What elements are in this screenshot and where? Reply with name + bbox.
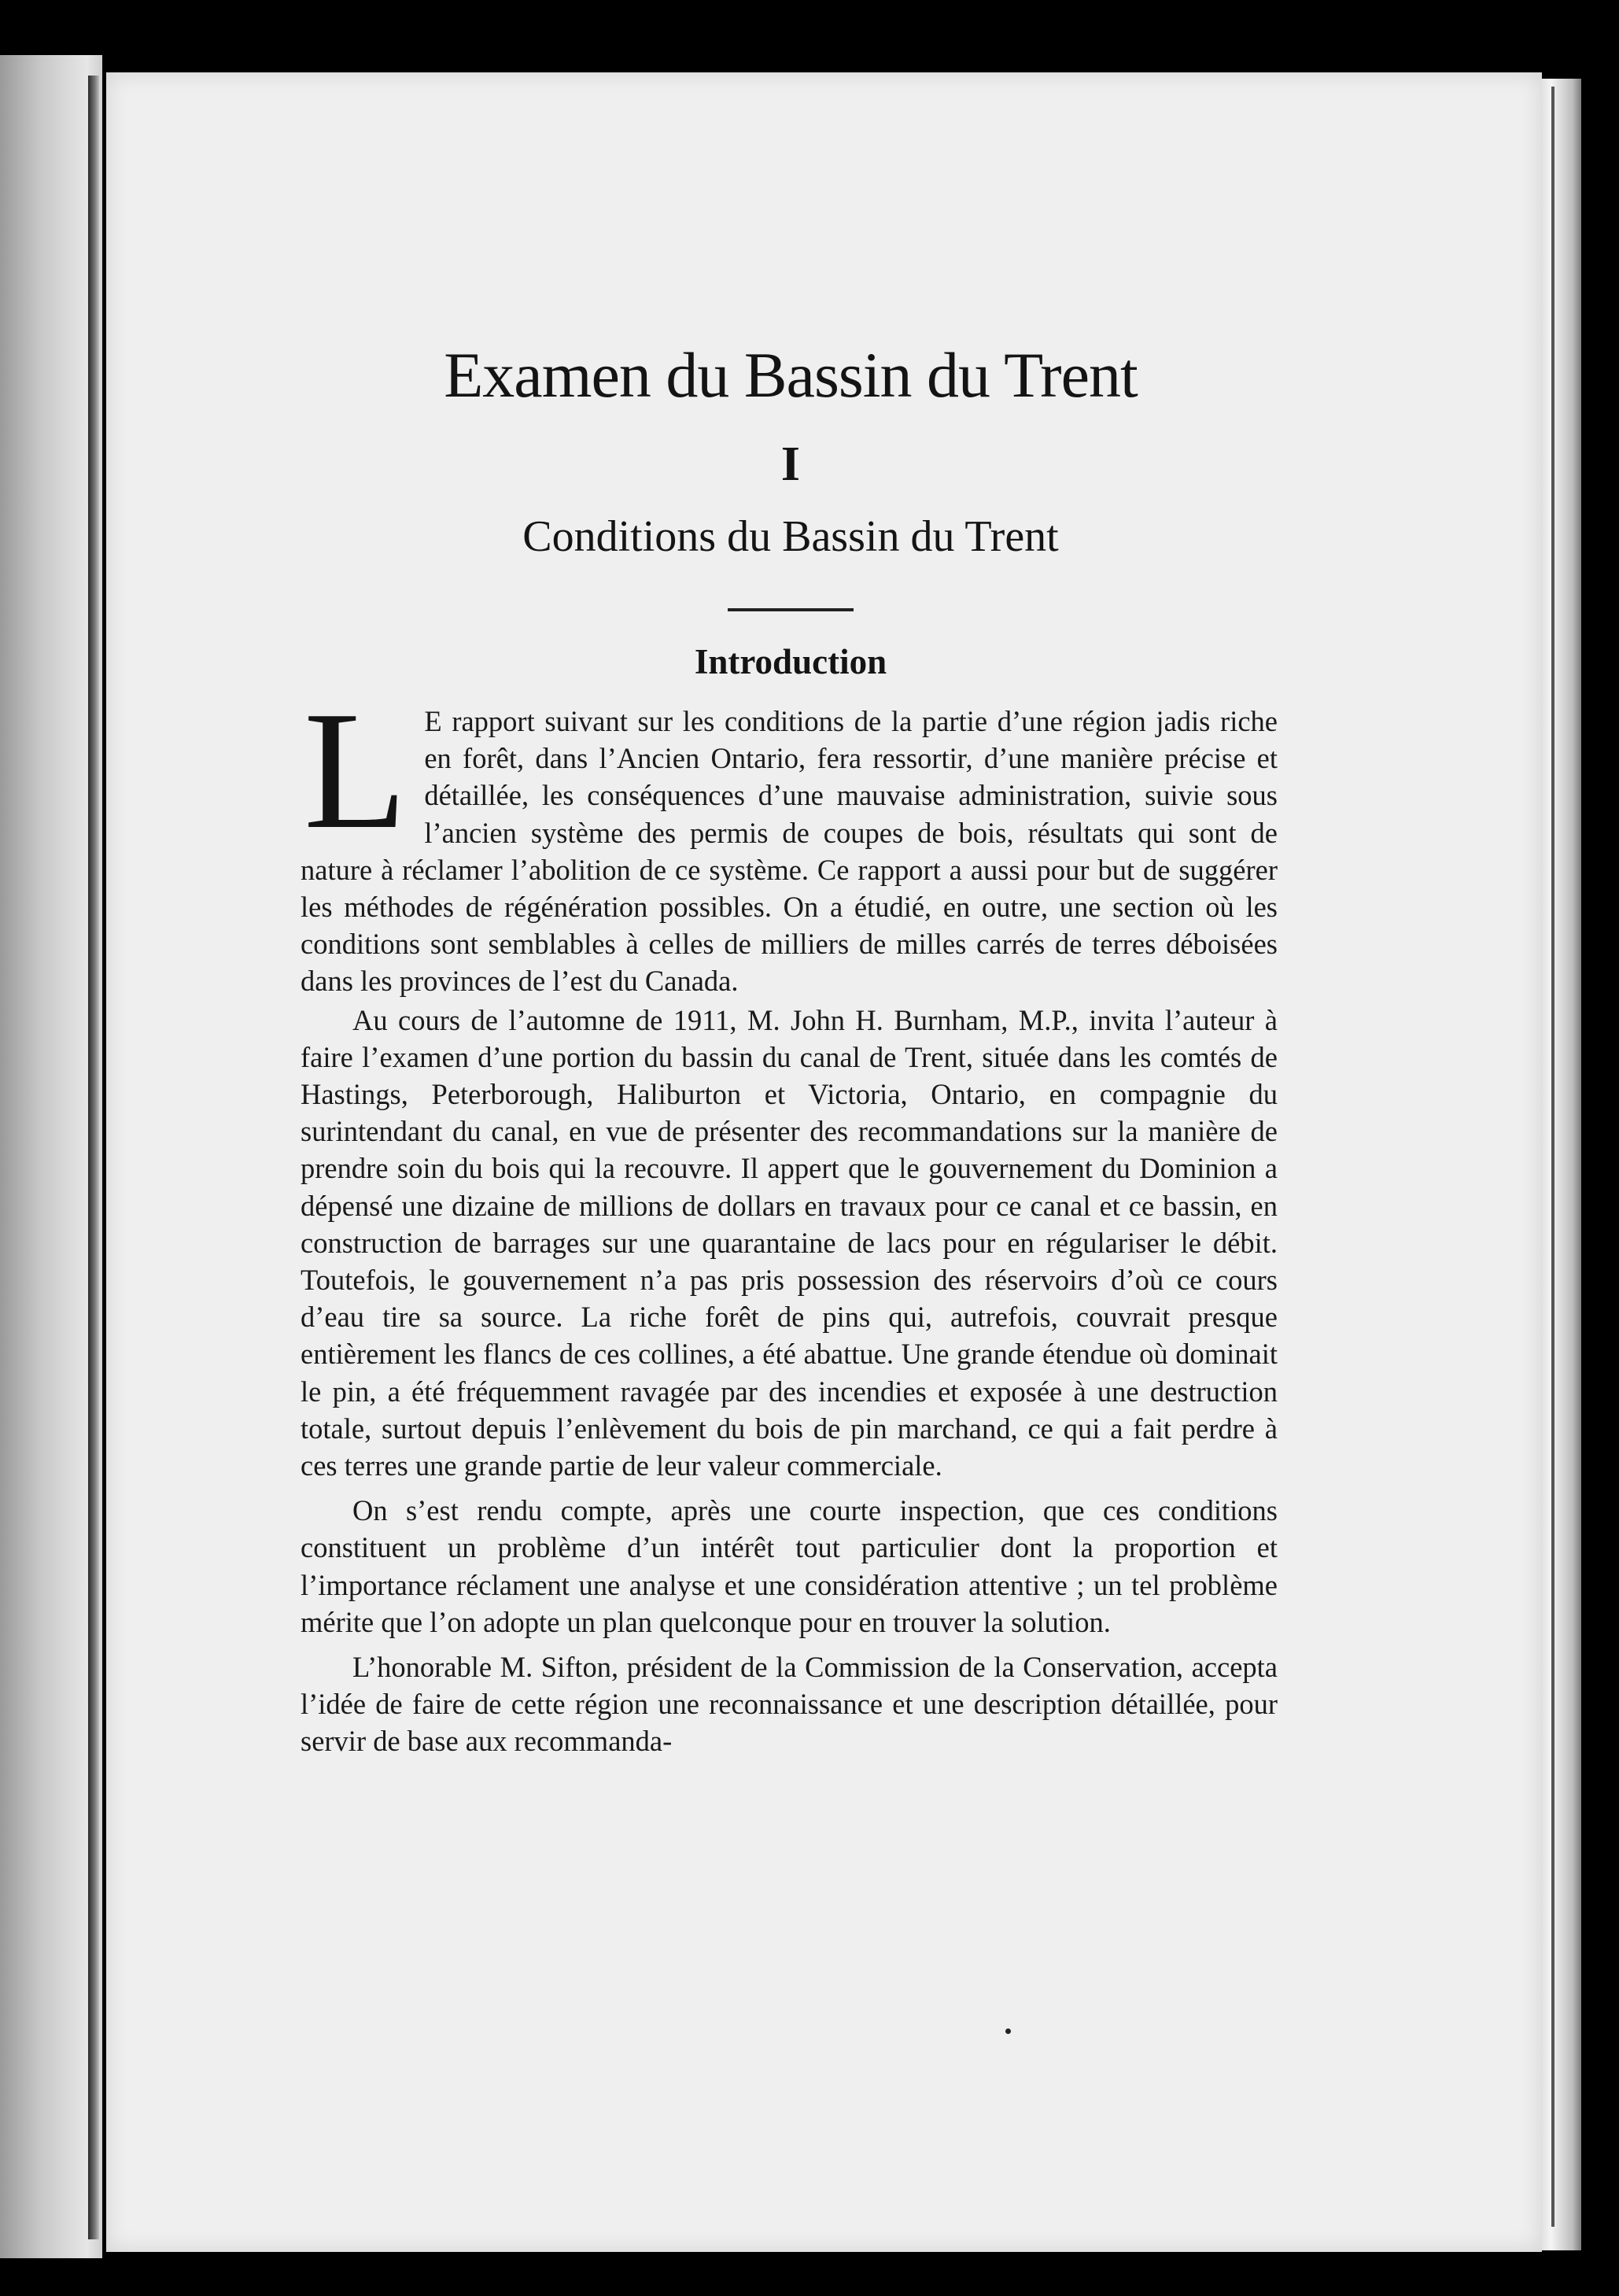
part-number: I [780,437,801,491]
paragraph-3: On s’est rendu compte, après une courte inspection, que ces conditions constituent un problème d’un intérêt tout particulier dont la proportion et l’importance réclament une analyse et une considération attentive ; un tel problème mérite que l’on adopte un plan quelconque pour en trouver la solution. [301,1494,1278,1638]
section-heading: Introduction [694,642,887,681]
book-spine [88,76,99,2239]
decorative-rule [728,608,854,611]
paragraph-4: L’honorable M. Sifton, président de la Commission de la Conservation, accepta l’idée de faire de cette région une reconnaissance et une description détaillée, pour servir de base aux recommanda- [301,1651,1278,1758]
body-text [301,676,1278,1760]
paragraph-1-text: E rapport suivant sur les conditions de la partie d’une région jadis riche en forêt, dans l’Ancien Ontario, fera ressortir, d’une manière précise et détaillée, les conséquences d’une mauvaise administration, suivie sous l’ancien système des permis de coupes de bois, résultats qui sont de nature à réclamer l’abolition de ce système. Ce rapport a aussi pour but de suggérer les méthodes de régénération possibles. On a étudié, en outre, une section où les conditions sont semblables à celles de milliers de milles carrés de terres déboisées dans les provinces de l’est du Canada. [301,705,1278,998]
scan-left-margin [0,55,102,2258]
ink-speck [1005,2028,1011,2034]
page-title: Examen du Bassin du Trent [444,339,1138,411]
drop-cap: L [304,676,408,864]
page-edge-stack [1538,79,1581,2250]
page-edge-line [1551,87,1554,2227]
paragraph-1 [301,676,1278,1000]
chapter-subtitle: Conditions du Bassin du Trent [522,512,1059,561]
paragraph-2: Au cours de l’automne de 1911, M. John H. Burnham, M.P., invita l’auteur à faire l’examen d’une portion du bassin du canal de Trent, située dans les comtés de Hastings, Peterborough, Haliburton et Victoria, Ontario, en compagnie du surintendant du canal, en vue de présenter des recommandations sur la manière de prendre soin du bois qui la recouvre. Il appert que le gouvernement du Dominion a dépensé une dizaine de millions de dollars en travaux pour ce canal et ce bassin, en construction de barrages sur une quarantaine de lacs pour en régulariser le débit. Toutefois, le gouvernement n’a pas pris possession des réservoirs d’où ce cours d’eau tire sa source. La riche forêt de pins qui, autrefois, couvrait presque entièrement les flancs de ces collines, a été abattue. Une grande étendue où dominait le pin, a été fréquemment ravagée par des incendies et exposée à une destruction totale, surtout depuis l’enlèvement du bois de pin marchand, ce qui a fait perdre à ces terres une grande partie de leur valeur commerciale. [301,1003,1278,1482]
